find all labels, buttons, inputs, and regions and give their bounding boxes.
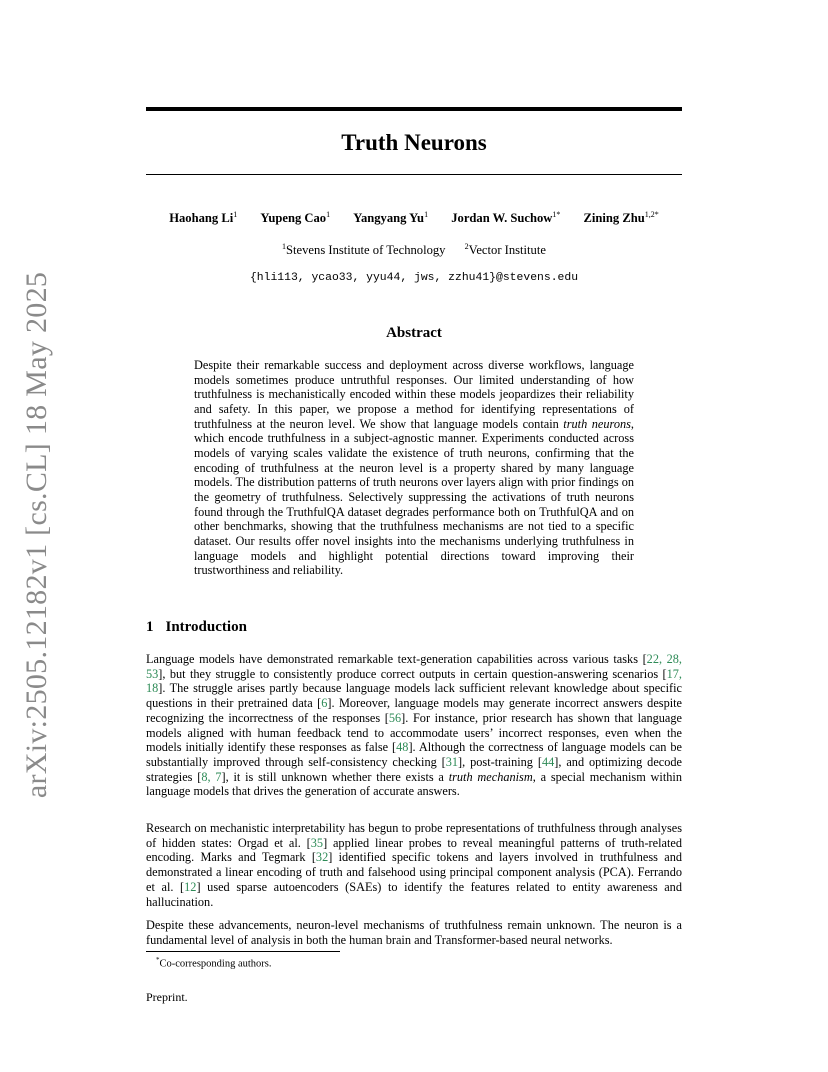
- affiliations: [146, 242, 682, 258]
- affiliation: $^1$Stevens Institute of Technology: [282, 242, 446, 258]
- footnote: *Co-corresponding authors.: [156, 956, 272, 970]
- affiliation: $^2$Vector Institute: [464, 242, 546, 258]
- citation-link[interactable]: 22, 28, 53: [146, 652, 682, 681]
- arxiv-identifier: [12, 271, 62, 799]
- title-rule-bottom: [146, 174, 682, 175]
- author: Jordan W. Suchow$^{1*}$: [451, 210, 561, 226]
- section-heading-introduction: 1 Introduction: [146, 619, 247, 635]
- intro-paragraph-1: Language models have demonstrated remarkable text-generation capabilities across various tasks [22, 28, 53], but they struggle to consistently produce correct outputs in certain question-answering scenarios [17, 18]. The struggle arises partly because language models lack sufficient relevant knowledge about specific questions in their pretrained data [6]. Moreover, language models may generate incorrect answers despite recognizing the incorrectness of the responses [56]. For instance, prior research has shown that language models aligned with human feedback tend to accommodate users’ incorrect responses, even when the models initially identify these responses as false [48]. Although the correctness of language models can be substantially improved through self-consistency checking [31], post-training [44], and optimizing decode strategies [8, 7], it is still unknown whether there exists a truth mechanism, a special mechanism within language models that drives the generation of accurate answers.: [146, 652, 683, 799]
- citation-link[interactable]: 17, 18: [146, 666, 682, 696]
- citation-link[interactable]: 6: [321, 696, 328, 711]
- author-emails: {hli113, ycao33, yyu44, jws, zzhu41}@stevens.edu: [249, 272, 579, 284]
- author-list: [146, 210, 682, 226]
- intro-emphasis: truth mechanism: [448, 769, 533, 784]
- author: Yupeng Cao$^1$: [260, 210, 331, 226]
- citation-link[interactable]: 35: [310, 835, 324, 850]
- author: Yangyang Yu$^1$: [353, 210, 429, 226]
- citation-link[interactable]: 12: [184, 879, 197, 894]
- title-rule-top: [146, 107, 682, 111]
- abstract-emphasis: truth neurons: [563, 416, 631, 431]
- citation-link[interactable]: 8, 7: [201, 769, 222, 784]
- citation-link[interactable]: 32: [315, 850, 329, 865]
- author: Haohang Li$^1$: [169, 210, 238, 226]
- arxiv-identifier-text: arXiv:2505.12182v1 [cs.CL] 18 May 2025: [20, 271, 53, 799]
- preprint-label: Preprint.: [146, 990, 188, 1004]
- abstract-heading: Abstract: [386, 325, 442, 341]
- citation-link[interactable]: 44: [541, 754, 555, 769]
- citation-link[interactable]: 48: [396, 740, 409, 755]
- intro-paragraph-2: Research on mechanistic interpretability has begun to probe representations of truthfulness through analyses of hidden states: Orgad et al. [35] applied linear probes to reveal meaningful patterns of truth-related encoding. Marks and Tegmark [32] identified specific tokens and layers involved in truthfulness and demonstrated a linear encoding of truth and falsehood using principal component analysis (PCA). Ferrando et al. [12] used sparse autoencoders (SAEs) to identify the features related to entity awareness and hallucination.: [146, 821, 682, 909]
- citation-link[interactable]: 56: [388, 710, 402, 725]
- intro-paragraph-3: Despite these advancements, neuron-level mechanisms of truthfulness remain unknown. The neuron is a fundamental level of analysis in both the human brain and Transformer-based neural networks.: [146, 918, 682, 947]
- citation-link[interactable]: 31: [445, 754, 459, 769]
- paper-title: Truth Neurons: [341, 130, 487, 155]
- author: Zining Zhu$^{1,2*}$: [583, 210, 659, 226]
- footnote-rule: [146, 951, 340, 952]
- abstract-body: Despite their remarkable success and deployment across diverse workflows, language models sometimes produce untruthful responses. Our limited understanding of how truthfulness is mechanistically encoded within these models jeopardizes their reliability and safety. In this paper, we propose a method for identifying representations of truthfulness at the neuron level. We show that language models contain truth neurons, which encode truthfulness in a subject-agnostic manner. Experiments conducted across models of varying scales validate the existence of truth neurons, confirming that the encoding of truthfulness at the neuron level is a property shared by many language models. The distribution patterns of truth neurons over layers align with prior findings on the geometry of truthfulness. Selectively suppressing the activations of truth neurons found through the TruthfulQA dataset degrades performance both on TruthfulQA and on other benchmarks, showing that the truthfulness mechanisms are not tied to a specific dataset. Our results offer novel insights into the mechanisms underlying truthfulness in language models and highlight potential directions toward improving their trustworthiness and reliability.: [194, 358, 634, 578]
